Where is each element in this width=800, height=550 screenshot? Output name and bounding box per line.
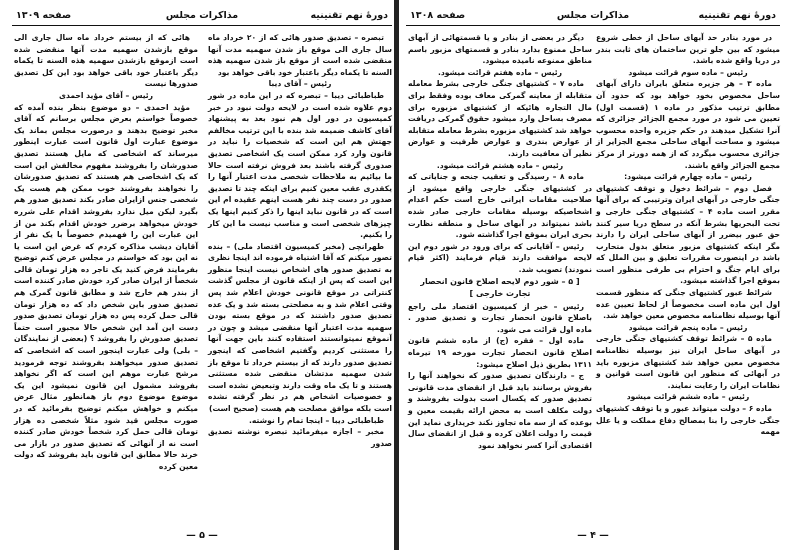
paragraph: تبصره – تصدیق صدور هائی که از ۲۰ خرداد ماه سال جاری الی موقع باز شدن سهمیه مدت آنها منقضی شده است از موقع باز شدن سهمیه هذه السنه تا یکماه دیگر باعتبار خود باقی خواهد بود bbox=[208, 33, 392, 77]
session-label: دورهٔ نهم تقنینیه bbox=[698, 10, 776, 21]
paragraph: ماده ۷ – کشتیهای جنگی خارجی بشرط معامله متقابله از معاینه گمرکی معاف بوده وفقط برای مال التجاره هائیکه از کشتیهای مزبوره برای مصرف بساحل وارد میشود حقوق گمرکی دریافت خواهد شد کشتیهای مزبوره بشرط معامله متقابله از عوارض بندری و عوارض ظرفیت و عوارض نظیر آن معافیت دارند. bbox=[408, 79, 592, 158]
speaker-line: رئیس – آقای مؤید احمدی bbox=[58, 90, 154, 100]
speaker-line: رئیس – ماده پنجم قرائت میشود bbox=[628, 322, 748, 332]
paragraph: طباطبائی دیبا – تبصره که در این ماده در شور دوم علاوه شده است در لایحه دولت نبود در خبر کمیسیون در دور اول هم نبود بعد به پیشنهاد آقای کاشف ضمیمه شد بنده با این ترتیب مخالفم جهتش هم این است که شخصیات را نباید در قانون وارد کرد ممکن است یک اشخاصی تصدیق صدوری گرفته باشند بعد فروش نرفته است حالا ما بیائیم به ملاحظات شخصی مدت اعتبار آنها را یکقدری عقب معین کنیم برای اینکه چند تا تصدیق صدور در دست چند نفر هست اینهم عقیده ام این است که در قانون نباید اینها را ذکر کنیم اینها یک چیزهای شخصی است و مناسب نیست ما این کار را بکنیم. bbox=[208, 90, 392, 240]
speaker-line: رئیس – ماده هفتم قرائت میشود. bbox=[437, 67, 563, 77]
speaker-line: رئیس – ماده چهارم قرائت میشود: bbox=[624, 172, 752, 182]
paragraph: ماده ۳ – هر جزیره متعلق بایران دارای آبهای ساحل مخصوص بخود خواهد بود که حدود آن مطابق ترتیب مذکور در ماده ۱ (قسمت اول) تعیین می شود در مورد مجمع الجزائر جزائری که آنرا تشکیل میدهند در حکم جزیره واحده محسوب میشود و مساحت آبهای ساحلی مجمع الجزایر از جزائری محسوب میگردد که از همه دورتر از مرکز مجمع الجزائر واقع باشند. bbox=[596, 79, 780, 170]
paragraph: ج – دارندگان تصدیق صدور که نخواهند آنها را بفروش برسانند باید قبل از انقضای مدت قانونی تصدیق صدور که یکسال است بدولت بفروشند و دولت مکلف است به محض ارائه بقیمت معین و بوعده که از سه ماه تجاوز نکند خریداری نماید این قیمت را دولت اعلان کرده و قبل از انقضای سال اقتصادی آنرا کسر نخواهد نمود bbox=[408, 371, 592, 450]
speaker-line: رئیس – ماده هشتم قرائت میشود. bbox=[436, 160, 564, 170]
page-footer-number: — ۵ — bbox=[186, 530, 218, 541]
speaker-line: رئیس – آقای دیبا bbox=[268, 79, 332, 89]
paragraph: شرائط عبور کشتیهای جنگی که منظور قسمت اول این ماده است مخصوصاً از لحاظ تعیین عده آنها بوسیله نظامنامه مخصوص معین خواهد شد. bbox=[596, 288, 780, 321]
speaker-line: رئیس – ماده سوم قرائت میشود bbox=[628, 67, 748, 77]
paragraph: ماده ۸ – رسیدگی و تعقیب جنحه و جنایاتی که در کشتیهای جنگی خارجی واقع میشود از صلاحیت مقامات ایرانی خارج است حکم اعدام اشخاصیکه بوسیله مقامات خارجی صادر شده باشد نمیتواند در آبهای ساحل و منطقه نظارت بحری ایران بموقع اجرا گذاشته شود. bbox=[408, 172, 592, 240]
paragraph: در مورد بنادر حد آبهای ساحل از خطی شروع میشود که بین جلو ترین ساختمان های ثابت بندر در دریا واقع شده باشد. bbox=[596, 33, 780, 66]
page-number-label: صفحه ۱۳۰۹ bbox=[16, 10, 72, 21]
page-spine-divider bbox=[394, 0, 399, 550]
paragraph: ماده اول – فقره (ج) از ماده ششم قانون اصلاح قانون انحصار تجارت مورخه ۱۹ تیرماه ۱۳۱۱ بطریق ذیل اصلاح میشود: bbox=[408, 336, 592, 369]
paragraph: ماده ۵ – شرائط توقف کشتیهای جنگی خارجی در آبهای ساحل ایران نیز بوسیله نظامنامه مخصوص معین خواهد شد کشتیهای مزبوره باید در آبهائی که منظور این قانون است قوانین و نظامات ایران را رعایت نمایند. bbox=[596, 334, 780, 390]
page-footer-number: — ۴ — bbox=[577, 530, 609, 541]
text-column-left bbox=[14, 32, 198, 473]
text-column-right bbox=[208, 32, 392, 449]
page-header bbox=[12, 10, 392, 26]
paragraph: مؤید احمدی – دو موضوع بنظر بنده آمده که خصوصاً خواستم بعرض مجلس برسانم که آقای مخبر توضیح بدهند و درصورت مجلس بماند یک موضوع عبارت اول قانون است عبارت اینطور میرساند که اشخاصی که مایل هستند تصدیق صدورشان را بفروشند مفهوم مخالفش این است که یک اشخاصی هم هستند که تصدیق صدورشان را نخواهند بفروشند خوب ممکن هم هست یک شخصی جنس ازایران صادر بکند تصدیق صدور هم بگیرد لیکن میل ندارد بفروشد اقدام علی شرره خودش میخواهد برضرر خودش اقدام بکند من از این عبارت این را فهمیدم خصوصاً با یک نفر از آقایان دیشب مذاکره کردم که غرض این است یا نه این بود که خواستم در مجلس عرض کنم توضیح بفرمایند فرض کنید یک تاجر ده هزار تومان قالی شخصاً از ایران صادر کرد خودش صادر کننده است از بندر هم خارج شد و مطابق قانون گمرک هم تصدیق صدور باین شخص داد که ده هزار تومان قالی حمل کرده پس ده هزار تومان تصدیق صدور دست این آمد این شخص حالا مجبور است حتماً تصدیق صدورش را بفروشد ؟ (بعضی از نمایندگان – بلی) ولی عبارت اینجور است که اشخاصی که تصدیق صدور میخواهند بفروشند توجه فرمودید مرشح عبارت موهم این است که اگر نخواهد بفروشد مشمول این قانون نمیشود این یک موضوع موضوع دوم باز همانطور مثال عرض میکنم و خواهش میکنم توضیح بفرمائید که در صورت مجلس قید شود مثلاً شخصی ده هزار تومان قالی حمل کرد شخصاً خودش صادر کننده است نه از آنهائی که تصدیق صدور در بازار می خرند حالا مطابق این قانون باید بفروشد که دولت معین کرده bbox=[14, 102, 198, 471]
session-label: دورهٔ نهم تقنینیه bbox=[310, 10, 388, 21]
page-header bbox=[406, 10, 780, 26]
paragraph: فصل دوم – شرائط دخول و توقف کشتیهای جنگی خارجی در آبهای ایران وترتیبی که برای آنها مقرر است ماده ۴ – کشتیهای جنگی خارجی و تحت البحریها بشرط آنکه در سطح دریا سیر کنند حق عبور بیضرر از آبهای ساحلی ایران را دارند مگر اینکه کشتیهای مزبور متعلق بدول متحارب باشد در اینصورت مقررات تعلیق و بین الملل که برای ایام جنگ و احترام بی طرفی منظور است بموقع اجرا گذاشته میشود. bbox=[596, 183, 780, 286]
journal-title: مذاکرات مجلس bbox=[556, 10, 630, 21]
paragraph: مخبر – اجازه میفرمائید تبصره نوشته تصدیق صدور bbox=[208, 427, 392, 448]
page-number-label: صفحه ۱۳۰۸ bbox=[410, 10, 466, 21]
right-page bbox=[406, 0, 780, 550]
paragraph: طهرانچی (مخبر کمیسیون اقتصاد ملی) – بنده تصور میکنم که آقا اشتباه فرموده اند اینجا نظری به تصدیق صدور های اشخاص نیست اینجا منظور این است که پس از اینکه قانون از مجلس گذشت کنتراتی در موقع قانونی خودش اعلام شد پس وقتی اعلام شد و به مصلحتی بسته شد و یک عده تصدیق صدور داشتند که در موقع بسته بودن سهمیه مدت اعتبار آنها منقضی میشد و چون در آنموقع نمیتوانستند استفاده کنند باین جهت آنها را مستثنی کردیم وگفتیم اشخاصی که اینجور تصدیق صدور دارند که از بیستم خرداد تا موقع باز شدن سهمیه مدتشان منقضی شده مستثنی هستند و تا یک ماه وقت دارند وتبعیض نشده است و خصوصیات اشخاص هم در نظر گرفته نشده است بلکه موافق مصلحت هم هست (صحیح است) bbox=[208, 241, 392, 413]
speaker-line: رئیس – ماده ششم قرائت میشود bbox=[626, 392, 750, 402]
paragraph: دیگر در بعضی از بنادر و یا قسمتهائی از آبهای ساحل ممنوع بدارد بنادر و قسمتهای مزبور باسم مناطق ممنوعه نامیده میشود. bbox=[408, 33, 592, 66]
section-heading: [ ۵ – شور دوم لایحه اصلاح قانون انحصار تجارت خارجی ] bbox=[420, 277, 580, 299]
left-page bbox=[12, 0, 392, 550]
paragraph: ماده ۶ – دولت میتواند عبور و یا توقف کشتیهای جنگی خارجی را بنا بمصالح دفاع مملکت و یا علل مهمه bbox=[596, 404, 780, 437]
paragraph: هائی که از بیستم خرداد ماه سال جاری الی موقع بازشدن سهمیه مدت آنها منقضی شده است ازموقع بازشدن سهمیه هذه السنه تا یکماه دیگر باعتبار خود باقی خواهد بود این کل تصدیق صدورها نیست bbox=[14, 33, 198, 89]
text-column-right bbox=[596, 32, 780, 438]
paragraph: طباطبائی دیبا – اینجا تمام را نوشته. bbox=[249, 415, 384, 425]
journal-title: مذاکرات مجلس bbox=[165, 10, 239, 21]
text-column-left bbox=[408, 32, 592, 451]
paragraph: رئیس – آقایانی که برای ورود در شور دوم این لایحه موافقت دارند قیام فرمایند (اکثر قیام نمودند) تصویب شد. bbox=[408, 241, 592, 274]
paragraph: رئیس – خبر از کمیسیون اقتصاد ملی راجع باصلاح قانون انحصار تجارت و تصدیق صدور . ماده اول قرائت می شود. bbox=[408, 301, 592, 334]
